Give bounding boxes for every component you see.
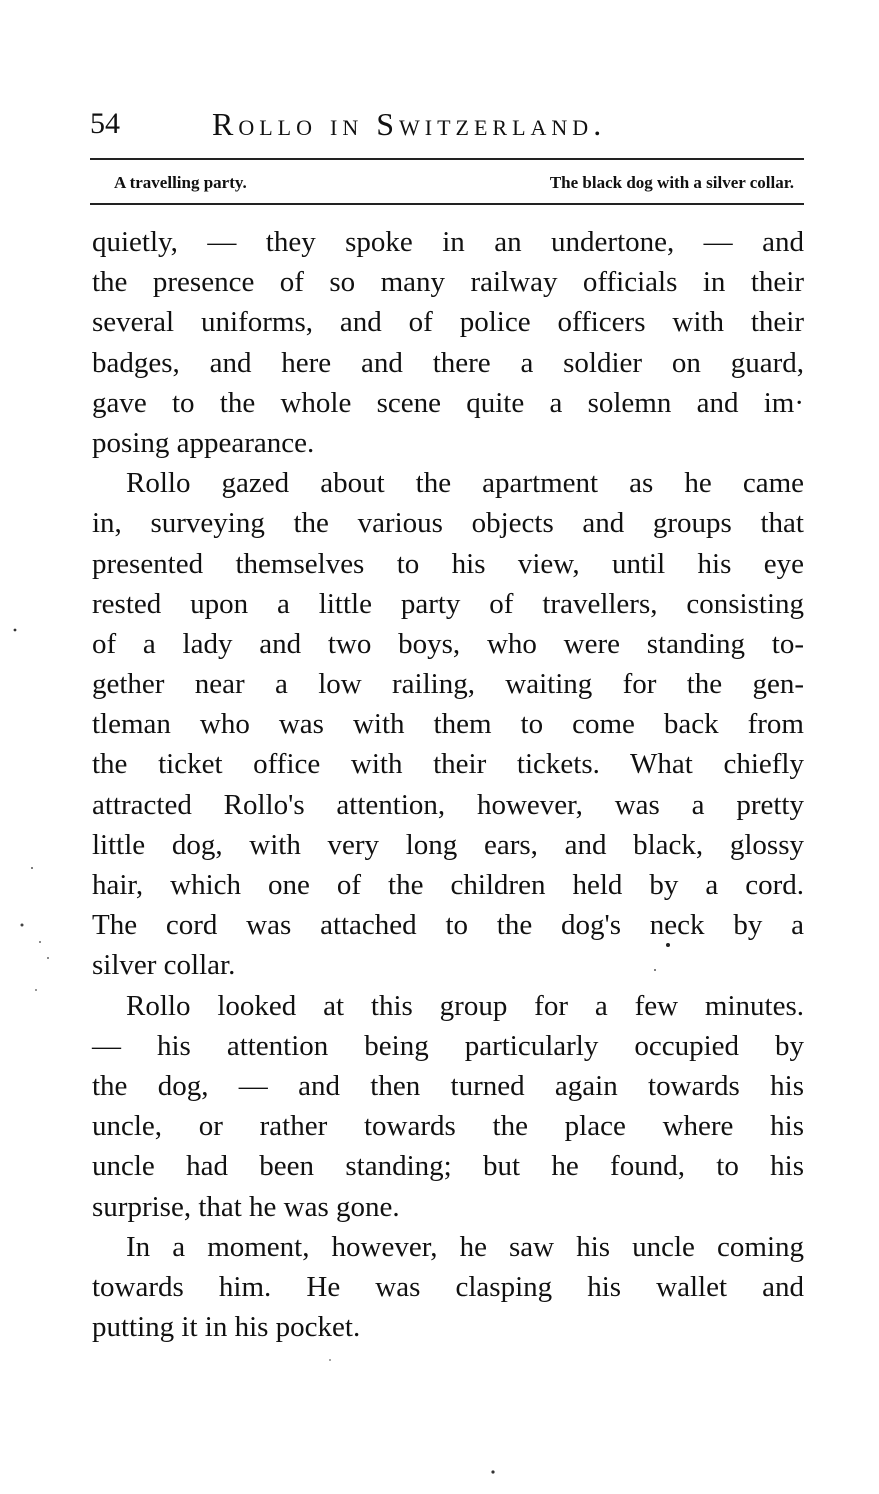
text-line: putting it in his pocket. (92, 1311, 361, 1344)
text-line: quietly, — they spoke in an undertone, — and (92, 226, 804, 258)
text-line: gether near a low railing, waiting for the gen- (92, 668, 804, 701)
paragraph-start: In a moment, however, he saw his uncle coming (126, 1230, 804, 1263)
text-line: — his attention being particularly occupied by (92, 1029, 804, 1062)
page-number: 54 (90, 107, 120, 140)
text-line: the presence of so many railway officials in their (92, 266, 804, 299)
chapter-subhead (90, 170, 804, 198)
paragraph-start: Rollo looked at this group for a few minutes. (126, 989, 804, 1022)
text-line: the ticket office with their tickets. What chiefly (92, 748, 804, 781)
text-line: in, surveying the various objects and groups that (92, 507, 804, 540)
running-head (90, 104, 802, 148)
text-line: posing appearance. (92, 426, 315, 459)
text-line: badges, and here and there a soldier on guard, (92, 346, 804, 379)
text-line: the dog, — and then turned again towards his (92, 1069, 804, 1102)
text-line: uncle, or rather towards the place where his (92, 1110, 804, 1143)
text-line: attracted Rollo's attention, however, was a pretty (92, 788, 804, 821)
text-line: uncle had been standing; but he found, to his (92, 1150, 804, 1183)
text-line: gave to the whole scene quite a solemn and im· (92, 386, 804, 419)
text-line: presented themselves to his view, until his eye (92, 547, 804, 580)
text-line: The cord was attached to the dog's neck by a (92, 909, 804, 942)
text-line: several uniforms, and of police officers with their (92, 306, 804, 339)
text-line: rested upon a little party of travellers, consisting (92, 587, 804, 620)
header-rule-bottom (90, 203, 804, 205)
body-text (92, 222, 804, 1347)
text-line: hair, which one of the children held by a cord. (92, 869, 804, 901)
subhead-right: The black dog with a silver collar. (549, 173, 794, 192)
text-line: silver collar. (92, 949, 236, 982)
paragraph-start: Rollo gazed about the apartment as he came (126, 467, 804, 500)
text-line: surprise, that he was gone. (92, 1190, 400, 1223)
header-rule-top (90, 158, 804, 160)
text-line: little dog, with very long ears, and black, glossy (92, 828, 804, 861)
text-line: tleman who was with them to come back from (92, 708, 804, 741)
running-title: Rollo in Switzerland. (212, 106, 607, 142)
subhead-left: A travelling party. (114, 173, 247, 192)
text-line: towards him. He was clasping his wallet and (92, 1270, 804, 1303)
text-line: of a lady and two boys, who were standing to- (92, 627, 804, 660)
